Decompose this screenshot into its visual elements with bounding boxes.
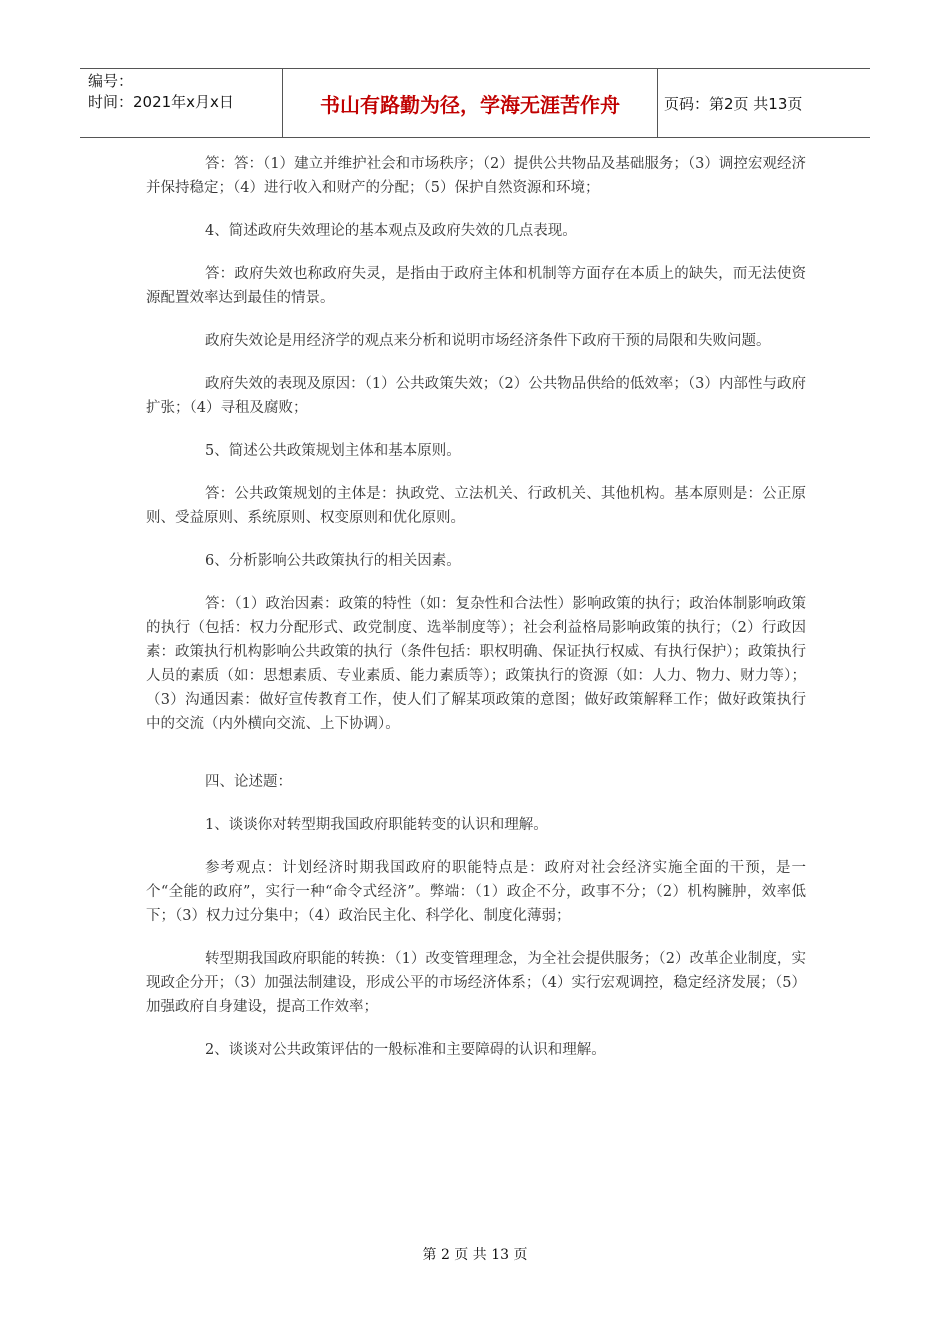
- section-heading: 四、论述题：: [205, 774, 292, 790]
- page-header: [80, 68, 870, 138]
- number-label: 编号：: [88, 72, 134, 90]
- header-page-info: 页码：第2页 共13页: [664, 94, 803, 113]
- paragraph: 政府失效论是用经济学的观点来分析和说明市场经济条件下政府干预的局限和失败问题。: [205, 333, 771, 349]
- header-meta: [80, 69, 283, 137]
- document-body: [146, 152, 806, 1081]
- paragraph: 政府失效的表现及原因：（1）公共政策失效；（2）公共物品供给的低效率；（3）内部性与政府扩张；（4）寻租及腐败；: [146, 376, 806, 416]
- question-heading: 2、谈谈对公共政策评估的一般标准和主要障碍的认识和理解。: [205, 1042, 606, 1058]
- question-heading: 1、谈谈你对转型期我国政府职能转变的认识和理解。: [205, 817, 548, 833]
- paragraph: 答：（1）政治因素：政策的特性（如：复杂性和合法性）影响政策的执行；政治体制影响政策的执行（包括：权力分配形式、政党制度、选举制度等）；社会利益格局影响政策的执行；（2）行政因素：政策执行机构影响公共政策的执行（条件包括：职权明确、保证执行权威、有执行保护）；政策执行人员的素质（如：思想素质、专业素质、能力素质等）；政策执行的资源（如：人力、物力、财力等）；（3）沟通因素：做好宣传教育工作，使人们了解某项政策的意图；做好政策解释工作；做好政策执行中的交流（内外横向交流、上下协调）。: [146, 596, 806, 732]
- question-heading: 4、简述政府失效理论的基本观点及政府失效的几点表现。: [205, 223, 577, 239]
- question-heading: 5、简述公共政策规划主体和基本原则。: [205, 443, 461, 459]
- question-heading: 6、分析影响公共政策执行的相关因素。: [205, 553, 461, 569]
- paragraph: 参考观点：计划经济时期我国政府的职能特点是：政府对社会经济实施全面的干预，是一个“全能的政府”，实行一种“命令式经济”。弊端：（1）政企不分，政事不分；（2）机构臃肿，效率低下；（3）权力过分集中；（4）政治民主化、科学化、制度化薄弱；: [146, 860, 806, 924]
- time-label: 时间：2021年x月x日: [88, 93, 234, 111]
- header-motto: 书山有路勤为径，学海无涯苦作舟: [283, 69, 658, 137]
- paragraph: 答：答：（1）建立并维护社会和市场秩序；（2）提供公共物品及基础服务；（3）调控宏观经济并保持稳定；（4）进行收入和财产的分配；（5）保护自然资源和环境；: [146, 156, 806, 196]
- paragraph: 答：政府失效也称政府失灵，是指由于政府主体和机制等方面存在本质上的缺失，而无法使资源配置效率达到最佳的情景。: [146, 266, 806, 306]
- paragraph: 答：公共政策规划的主体是：执政党、立法机关、行政机关、其他机构。基本原则是：公正原则、受益原则、系统原则、权变原则和优化原则。: [146, 486, 806, 526]
- paragraph: 转型期我国政府职能的转换：（1）改变管理理念，为全社会提供服务；（2）改革企业制度，实现政企分开；（3）加强法制建设，形成公平的市场经济体系；（4）实行宏观调控，稳定经济发展；（5）加强政府自身建设，提高工作效率；: [146, 951, 806, 1015]
- page-footer: 第 2 页 共 13 页: [422, 1247, 528, 1263]
